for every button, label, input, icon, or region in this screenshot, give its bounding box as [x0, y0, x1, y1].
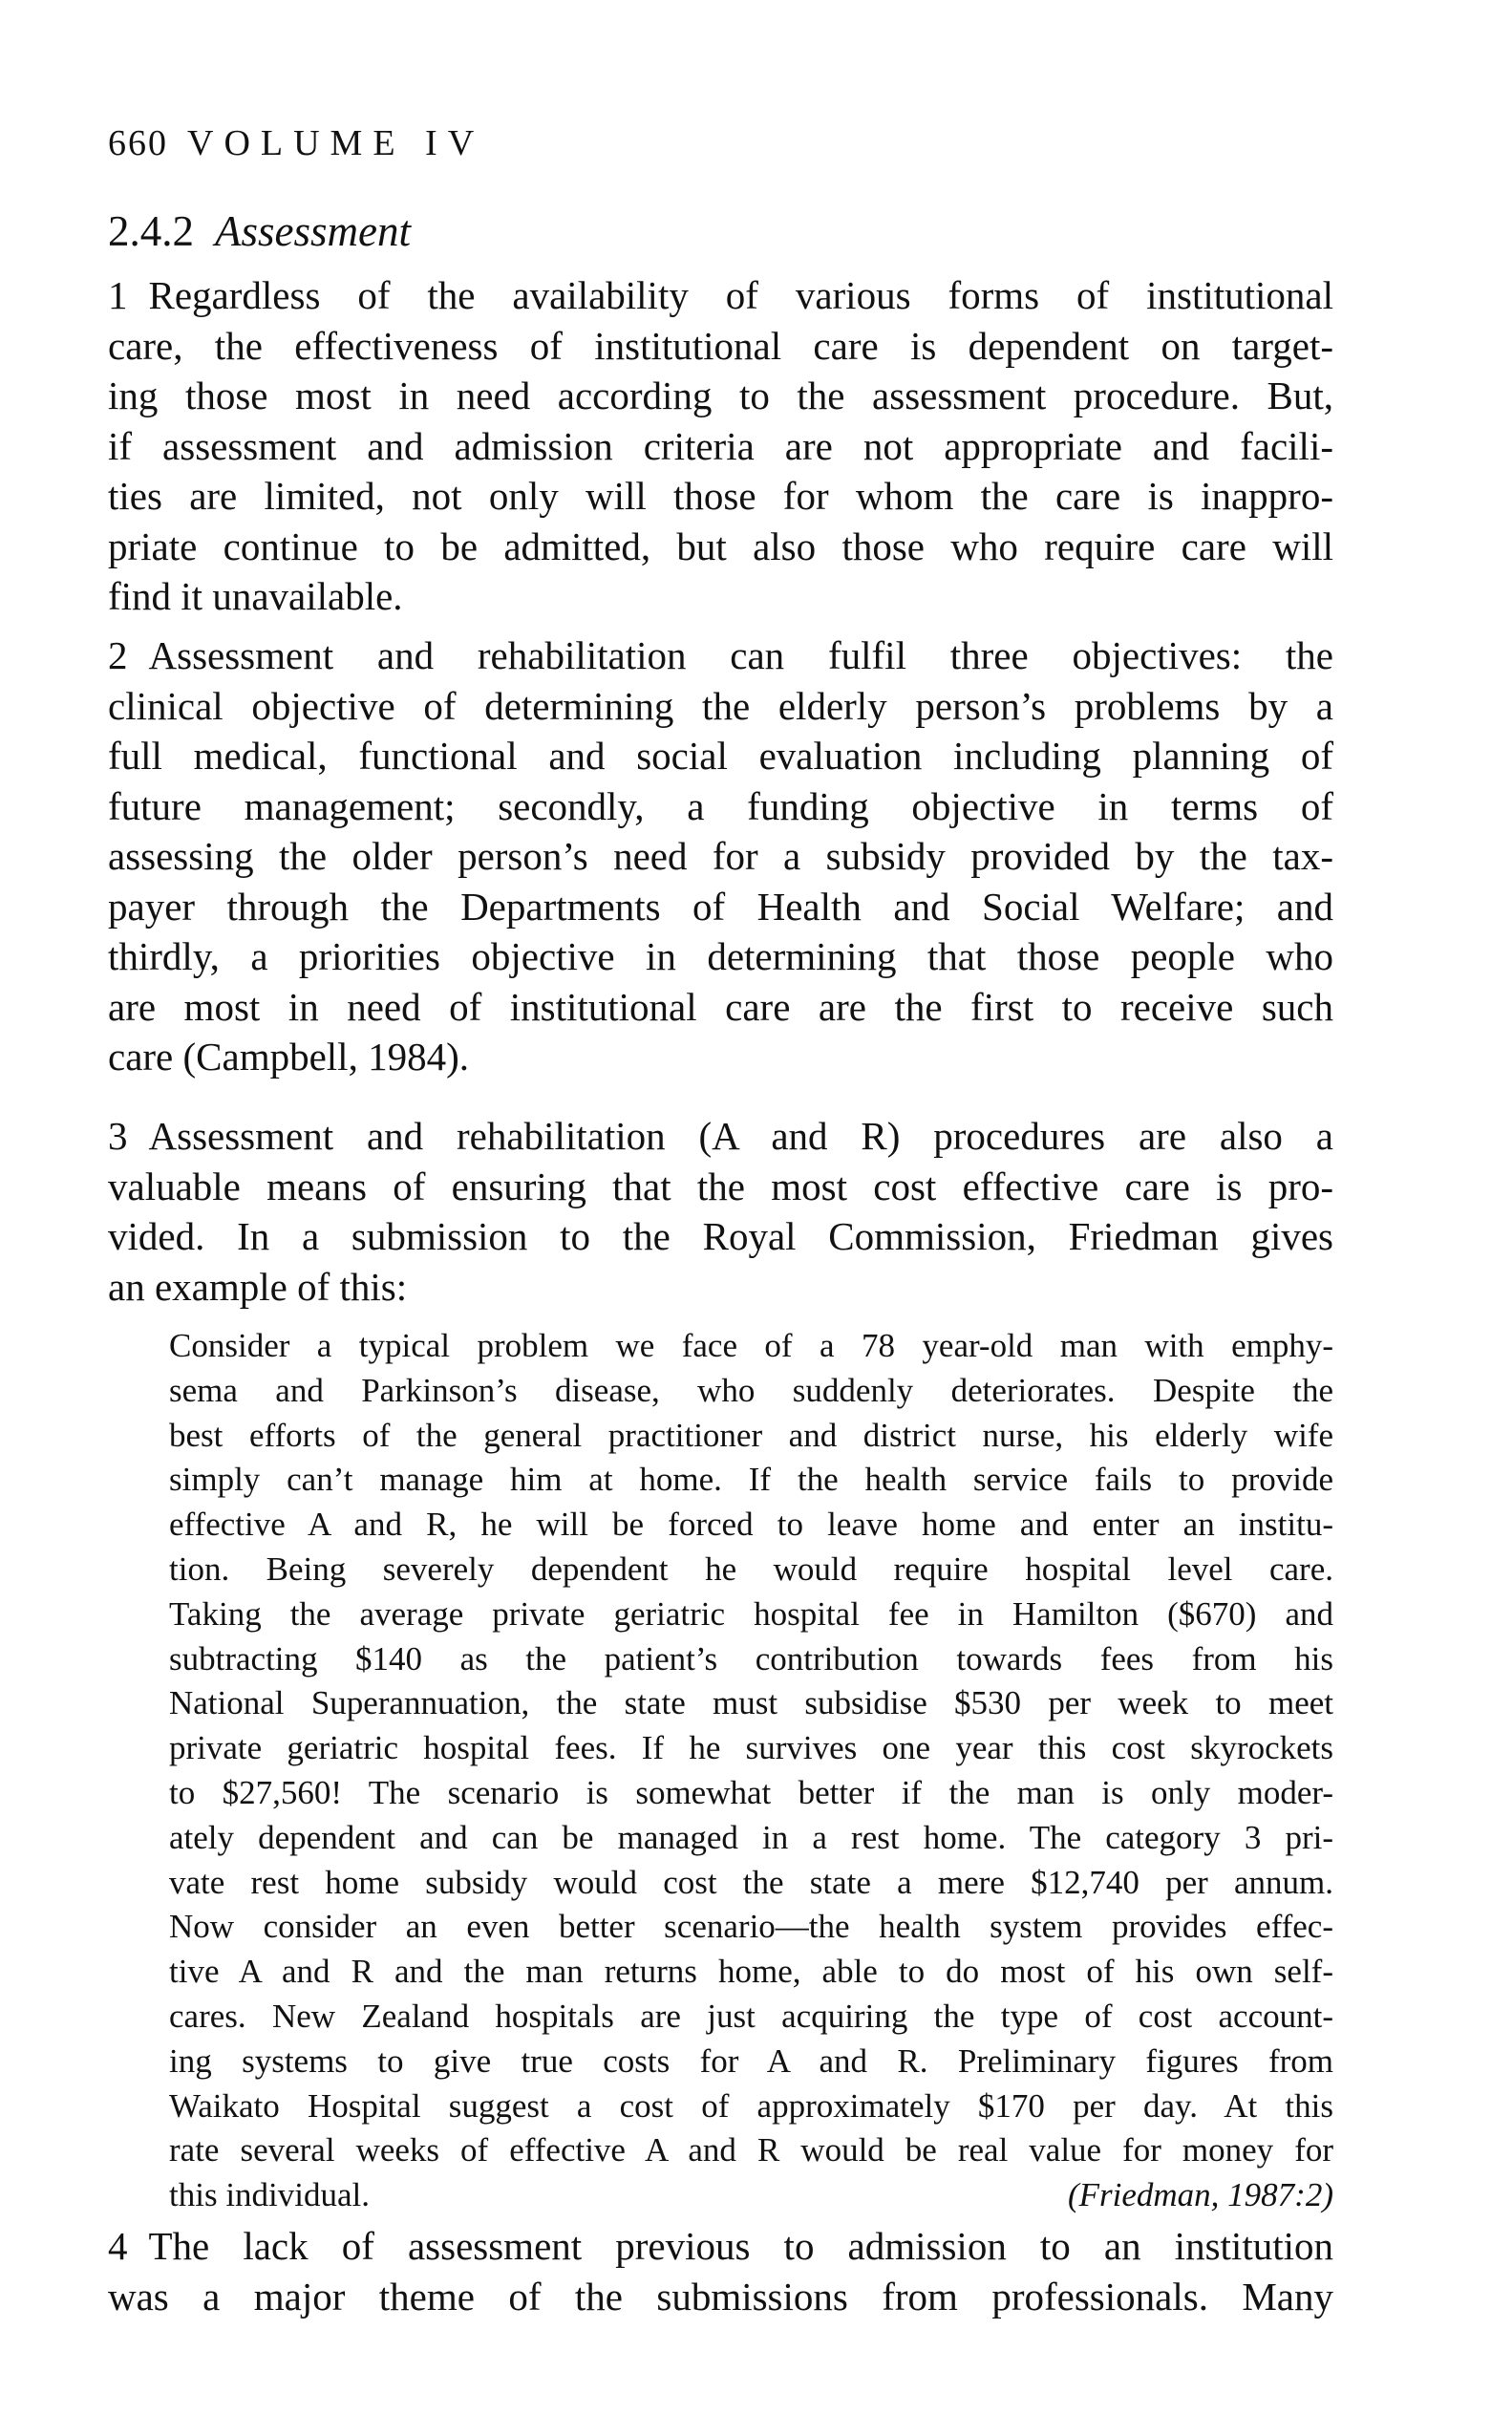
quote-line: sema and Parkinson’s disease, who suddenly deteriorates. Despite the: [169, 1371, 1333, 1409]
quote-line: private geriatric hospital fees. If he survives one year this cost skyrockets: [169, 1729, 1333, 1767]
quote-line: cares. New Zealand hospitals are just acquiring the type of cost account-: [169, 1997, 1333, 2035]
text-line: if assessment and admission criteria are not appropriate and facili-: [108, 423, 1333, 468]
quote-line: Now consider an even better scenario—the health system provides effec-: [169, 1908, 1333, 1946]
text-line: ing those most in need according to the assessment procedure. But,: [108, 374, 1333, 417]
quote-line: subtracting $140 as the patient’s contribution towards fees from his: [169, 1639, 1333, 1678]
paragraph-4: [108, 2221, 1333, 2321]
text-line: priate continue to be admitted, but also those who require care will: [108, 524, 1333, 568]
text-line: 2 Assessment and rehabilitation can fulfil three objectives: the: [108, 633, 1333, 677]
text-line: are most in need of institutional care are the first to receive such: [108, 984, 1333, 1029]
quote-line: Taking the average private geriatric hospital fee in Hamilton ($670) and: [169, 1594, 1333, 1633]
block-quote: [169, 1324, 1333, 2218]
quote-line: tive A and R and the man returns home, able to do most of his own self-: [169, 1953, 1333, 1991]
quote-line: ately dependent and can be managed in a rest home. The category 3 pri-: [169, 1818, 1333, 1856]
paragraph-number: 2: [108, 633, 128, 677]
paragraph-2: [108, 630, 1333, 1082]
paragraph-3: [108, 1111, 1333, 1312]
text-line: thirdly, a priorities objective in determining that those people who: [108, 934, 1333, 978]
quote-line: rate several weeks of effective A and R would be real value for money for: [169, 2131, 1333, 2169]
quote-final-line: [169, 2173, 1333, 2218]
section-number: 2.4.2: [108, 207, 194, 255]
text-line: ties are limited, not only will those for whom the care is inappro-: [108, 474, 1333, 518]
running-head: [108, 122, 484, 164]
text-line: find it unavailable.: [108, 574, 403, 618]
text-line: clinical objective of determining the elderly person’s problems by a: [108, 683, 1333, 728]
volume-label: VOLUME IV: [187, 123, 485, 163]
text-line: valuable means of ensuring that the most cost effective care is pro-: [108, 1164, 1333, 1208]
citation: (Friedman, 1987:2): [1067, 2176, 1333, 2214]
quote-line: simply can’t manage him at home. If the health service fails to provide: [169, 1461, 1333, 1499]
paragraph-1: [108, 270, 1333, 622]
text-line: 4 The lack of assessment previous to admission to an institution: [108, 2224, 1333, 2268]
quote-line: to $27,560! The scenario is somewhat better if the man is only moder-: [169, 1773, 1333, 1811]
quote-line: Waikato Hospital suggest a cost of approximately $170 per day. At this: [169, 2086, 1333, 2125]
text-line: assessing the older person’s need for a subsidy provided by the tax-: [108, 834, 1333, 878]
paragraph-number: 3: [108, 1114, 128, 1158]
text-line: care (Campbell, 1984).: [108, 1035, 469, 1079]
quote-line: Consider a typical problem we face of a 78 year-old man with emphy-: [169, 1327, 1333, 1364]
quote-line: vate rest home subsidy would cost the state a mere $12,740 per annum.: [169, 1863, 1333, 1901]
quote-line: tion. Being severely dependent he would require hospital level care.: [169, 1549, 1333, 1588]
text-line: an example of this:: [108, 1264, 408, 1309]
page-number: 660: [108, 123, 168, 163]
section-title: Assessment: [215, 207, 411, 255]
quote-line: this individual.: [169, 2176, 370, 2214]
quote-line: National Superannuation, the state must subsidise $530 per week to meet: [169, 1684, 1333, 1722]
text-line: full medical, functional and social evaluation including planning of: [108, 734, 1333, 778]
text-line: care, the effectiveness of institutional care is dependent on target-: [108, 323, 1333, 368]
text-line: 3 Assessment and rehabilitation (A and R) procedures are also a: [108, 1114, 1333, 1158]
text-line: future management; secondly, a funding objective in terms of: [108, 783, 1333, 828]
paragraph-number: 1: [108, 273, 128, 317]
paragraph-number: 4: [108, 2224, 128, 2268]
section-heading: [108, 206, 411, 256]
text-line: 1 Regardless of the availability of various forms of institutional: [108, 273, 1333, 317]
quote-line: ing systems to give true costs for A and R. Preliminary figures from: [169, 2041, 1333, 2080]
text-line: was a major theme of the submissions from professionals. Many: [108, 2274, 1333, 2319]
text-line: payer through the Departments of Health and Social Welfare; and: [108, 884, 1333, 929]
quote-line: best efforts of the general practitioner and district nurse, his elderly wife: [169, 1416, 1333, 1454]
quote-line: effective A and R, he will be forced to leave home and enter an institu-: [169, 1506, 1333, 1544]
text-line: vided. In a submission to the Royal Commission, Friedman gives: [108, 1214, 1333, 1258]
